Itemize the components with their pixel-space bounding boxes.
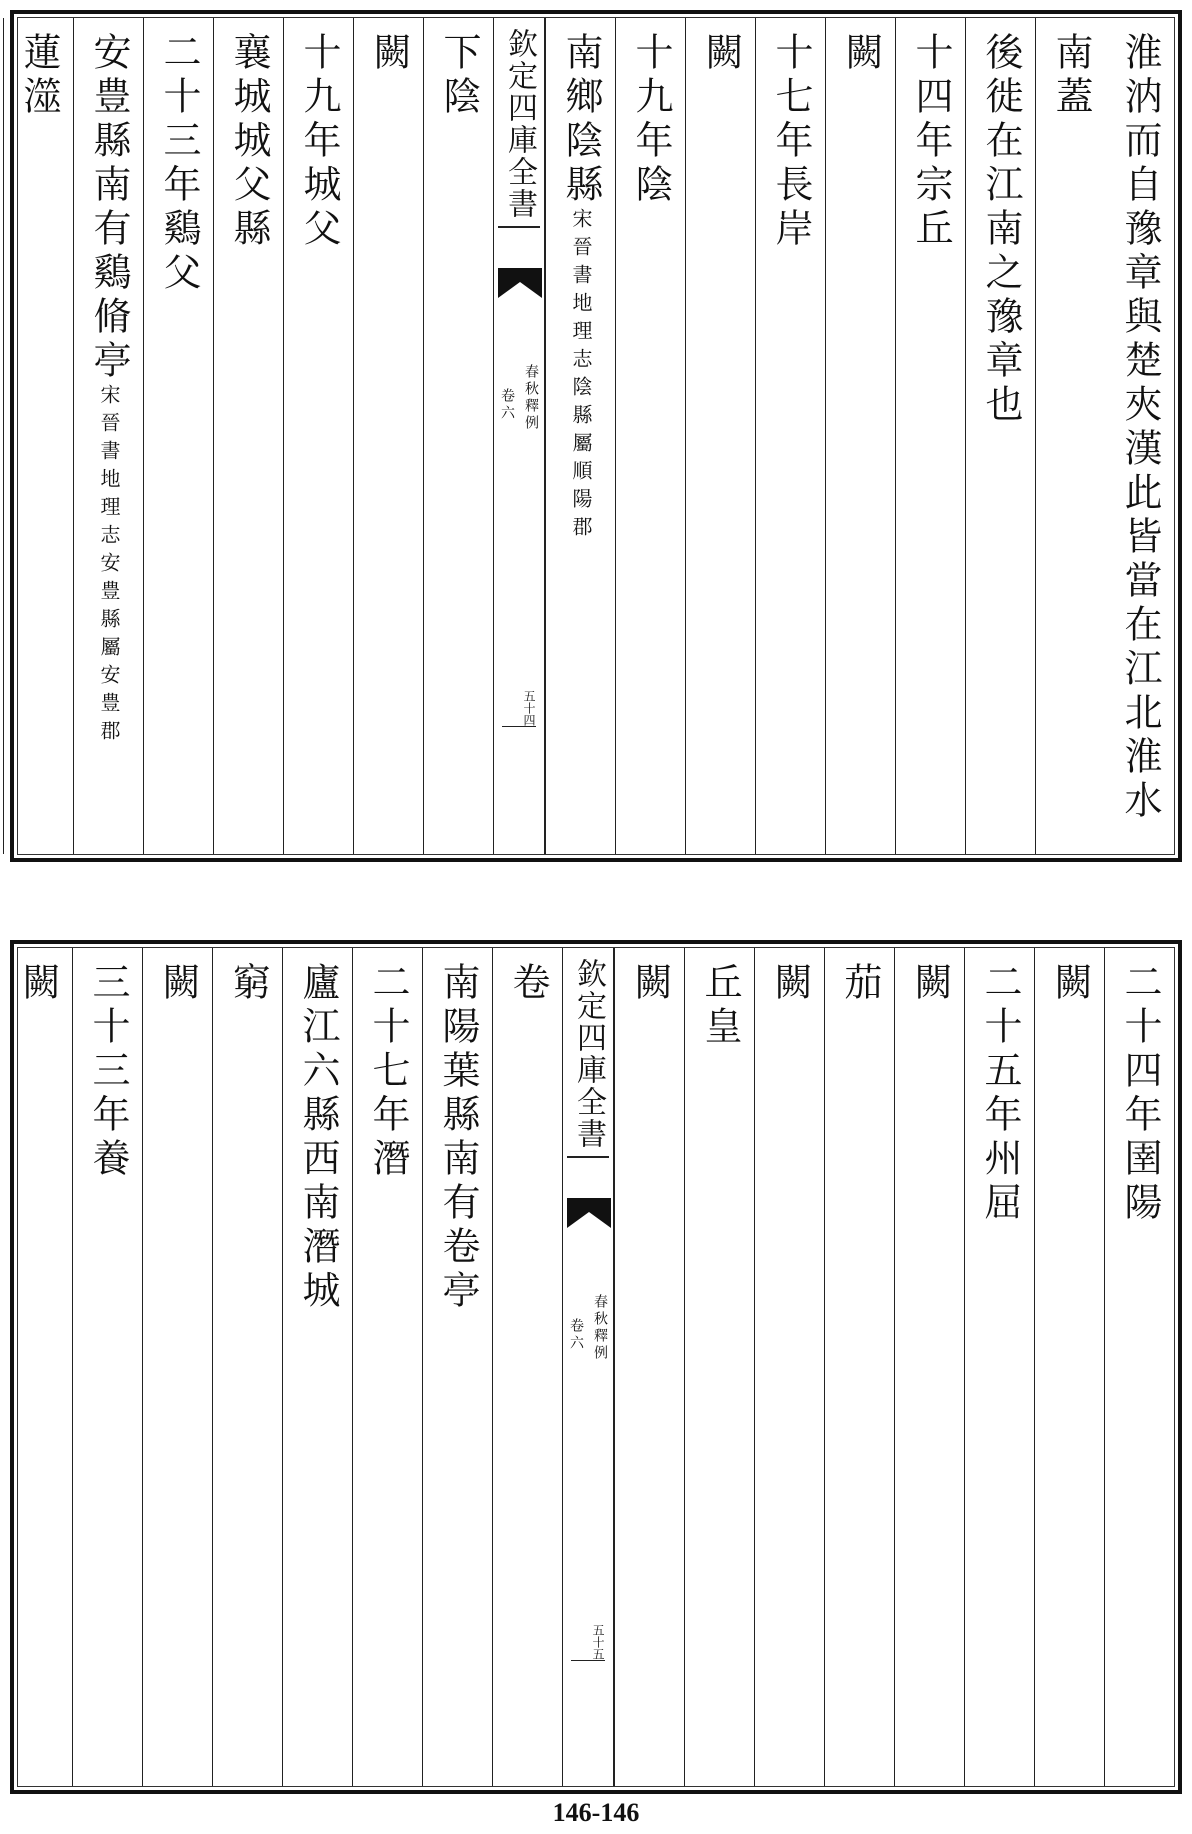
- annotation-note: 宋晉書地理志安豊縣屬安豊郡: [97, 384, 121, 748]
- text-column: [825, 18, 895, 854]
- column-text: 窮: [226, 962, 270, 1006]
- column-text: 闕: [699, 32, 743, 76]
- text-column: [213, 18, 283, 854]
- text-column: [492, 948, 562, 1786]
- text-column: [615, 18, 685, 854]
- column-text: 十九年城父: [297, 32, 341, 252]
- text-column: [72, 948, 142, 1786]
- text-column: [545, 18, 615, 854]
- column-text: 二十三年鷄父: [157, 32, 201, 296]
- text-column: [754, 948, 824, 1786]
- column-text: 二十四年圉陽: [1118, 962, 1162, 1226]
- text-column: [422, 948, 492, 1786]
- column-text: 下陰: [437, 32, 481, 120]
- text-column: [894, 948, 964, 1786]
- text-column: [142, 948, 212, 1786]
- page-panel-bottom: [10, 940, 1182, 1794]
- text-column: [684, 948, 754, 1786]
- column-text: 丘皇: [698, 962, 742, 1050]
- column-text: 闕: [1048, 962, 1092, 1006]
- column-text: 三十三年養: [86, 962, 130, 1182]
- text-column: [283, 18, 353, 854]
- fishtail-mark-icon: [567, 1198, 611, 1234]
- column-text: 二十七年潛: [366, 962, 410, 1182]
- text-column: [143, 18, 213, 854]
- text-column: [0, 18, 3, 854]
- column-text: 闕: [16, 962, 60, 1006]
- page-number: 五十五: [571, 1624, 605, 1661]
- fold-column: [493, 18, 545, 854]
- page-panel-top: [10, 10, 1182, 862]
- column-text: 蓮澨: [17, 32, 61, 120]
- column-text: 二十五年州屈: [978, 962, 1022, 1226]
- column-text: 茄: [838, 962, 882, 1006]
- text-column: [964, 948, 1034, 1786]
- page-footer-number: 146-146: [552, 1798, 640, 1827]
- text-columns: [18, 18, 1174, 854]
- text-column: [755, 18, 825, 854]
- text-column: [282, 948, 352, 1786]
- text-column: [1034, 948, 1104, 1786]
- book-name: 春秋釋例: [523, 364, 539, 432]
- text-column: [1104, 948, 1174, 1786]
- column-text: 安豊縣南有鷄脩亭: [87, 32, 131, 384]
- column-text: 闕: [367, 32, 411, 76]
- column-text: 後徙在江南之豫章也: [979, 32, 1023, 428]
- text-column: [73, 18, 143, 854]
- book-name: 春秋釋例: [592, 1294, 608, 1362]
- text-column: [1035, 18, 1174, 854]
- text-column: [614, 948, 684, 1786]
- column-text: 闕: [908, 962, 952, 1006]
- column-text: 闕: [156, 962, 200, 1006]
- text-column: [685, 18, 755, 854]
- column-text: 襄城城父縣: [227, 32, 271, 252]
- column-text: 闕: [768, 962, 812, 1006]
- fishtail-mark-icon: [498, 268, 542, 304]
- column-text: 卷: [506, 962, 550, 1006]
- book-title: 欽定四庫全書: [567, 958, 609, 1158]
- fold-column: [562, 948, 614, 1786]
- column-text: 闕: [839, 32, 883, 76]
- volume-label: 卷六: [568, 1318, 584, 1352]
- text-column: [423, 18, 493, 854]
- text-column: [3, 948, 72, 1786]
- annotation-note: 宋晉書地理志陰縣屬順陽郡: [569, 208, 593, 544]
- text-column: [352, 948, 422, 1786]
- text-column: [824, 948, 894, 1786]
- volume-label: 卷六: [499, 388, 515, 422]
- text-column: [965, 18, 1035, 854]
- column-text: 南鄉陰縣: [559, 32, 603, 208]
- book-title: 欽定四庫全書: [498, 28, 540, 228]
- text-column: [353, 18, 423, 854]
- column-text: 十七年長岸: [769, 32, 813, 252]
- column-text: 淮汭而自豫章與楚夾漢此皆當在江北淮水南蓋: [1049, 32, 1162, 824]
- text-columns: [18, 948, 1174, 1786]
- text-column: [895, 18, 965, 854]
- column-text: 闕: [628, 962, 672, 1006]
- text-column: [3, 18, 73, 854]
- column-text: 十九年陰: [629, 32, 673, 208]
- column-text: 廬江六縣西南潛城: [296, 962, 340, 1314]
- column-text: 南陽葉縣南有卷亭: [436, 962, 480, 1314]
- column-text: 十四年宗丘: [909, 32, 953, 252]
- page-number: 五十四: [502, 690, 536, 727]
- text-column: [212, 948, 282, 1786]
